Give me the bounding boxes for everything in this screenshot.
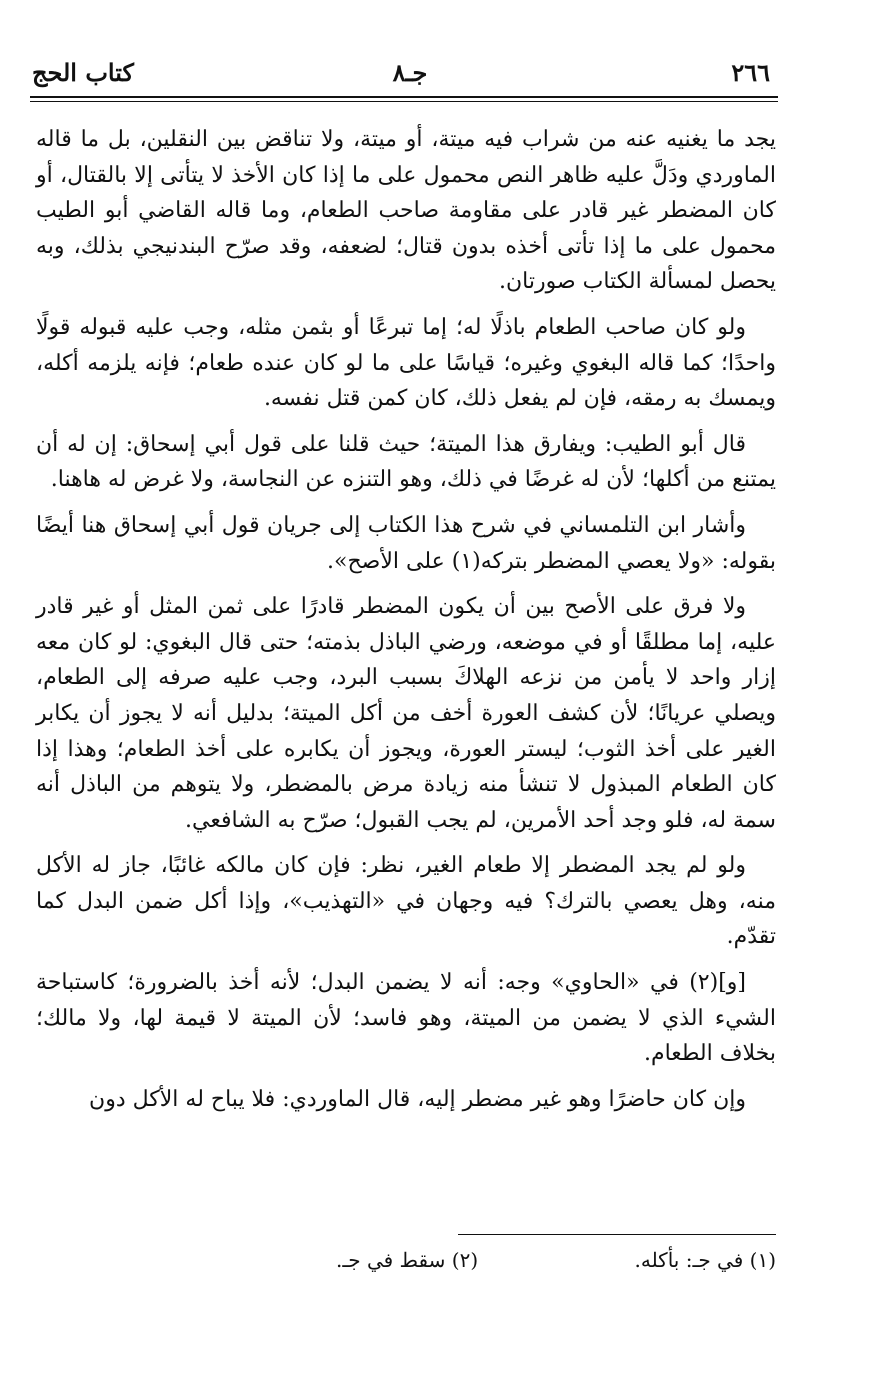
footnote: (١) في جـ: بأكله.: [634, 1248, 776, 1272]
header-rule-thin: [30, 101, 778, 102]
paragraph: ولو كان صاحب الطعام باذلًا له؛ إما تبرعًا أو بثمن مثله، وجب عليه قبوله قولًا واحدًا؛ كما قاله البغوي وغيره؛ قياسًا على ما لو كان عنده طعام؛ فإنه يلزمه أكله، ويمسك به رمقه، فإن لم يفعل ذلك، كان كمن قتل نفسه.: [36, 314, 776, 412]
paragraph: ولو لم يجد المضطر إلا طعام الغير، نظر: فإن كان مالكه غائبًا، جاز له الأكل منه، وهل يعصي بالترك؟ فيه وجهان في «التهذيب»، وإذا أكل ضمن البدل كما تقدّم.: [36, 853, 776, 950]
paragraph: وأشار ابن التلمساني في شرح هذا الكتاب إلى جريان قول أبي إسحاق هنا أيضًا بقوله: «ولا يعصي المضطر بتركه(١) على الأصح».: [36, 512, 776, 574]
page-number: ٢٦٦: [731, 58, 770, 87]
paragraph: يجد ما يغنيه عنه من شراب فيه ميتة، أو ميتة، ولا تناقض بين النقلين، بل ما قاله الماوردي ودَلَّ عليه ظاهر النص محمول على ما إذا كان الأخذ لا يتأتى إلا بالقتال، أو كان المضطر غير قادر على مقاومة صاحب الطعام، وما قاله القاضي أبو الطيب محمول على ما إذا تأتى أخذه بدون قتال؛ لضعفه، وقد صرّح البندنيجي بذلك، وبه يحصل لمسألة الكتاب صورتان.: [36, 127, 776, 295]
footnote: (٢) سقط في جـ.: [336, 1248, 479, 1272]
volume-label: جـ٨: [392, 58, 428, 87]
paragraph: وإن كان حاضرًا وهو غير مضطر إليه، قال الماوردي: فلا يباح له الأكل دون: [89, 1086, 746, 1112]
paragraph: ولا فرق على الأصح بين أن يكون المضطر قادرًا على ثمن المثل أو غير قادر عليه، إما مطلقًا أو في موضعه، ورضي الباذل بذمته؛ حتى قال البغوي: لو كان معه إزار واحد لا يأمن من نزعه الهلاكَ بسبب البرد، وجب عليه صرفه إلى الطعام، ويصلي عريانًا؛ لأن كشف العورة أخف من أكل الميتة؛ بدليل أنه لا يجوز أن يكابر الغير على أخذ الثوب؛ ليستر العورة، ويجوز أن يكابره على أخذ الطعام؛ وهذا إذا كان الطعام المبذول لا تنشأ منه زيادة مرض بالمضطر، ولا يتوهم من الباذل أنه سمة له، فلو وجد أحد الأمرين، لم يجب القبول؛ صرّح به الشافعي.: [36, 594, 776, 833]
footnotes: [36, 1245, 776, 1275]
header-rule-thick: [30, 96, 778, 98]
paragraph: [و](٢) في «الحاوي» وجه: أنه لا يضمن البدل؛ لأنه أخذ بالضرورة؛ كاستباحة الشيء الذي لا يضمن من الميتة، وهو فاسد؛ لأن الميتة لا قيمة لها، ولا مالك؛ بخلاف الطعام.: [36, 970, 776, 1067]
paragraph: قال أبو الطيب: ويفارق هذا الميتة؛ حيث قلنا على قول أبي إسحاق: إن له أن يمتنع من أكلها؛ لأن له غرضًا في ذلك، وهو التنزه عن النجاسة، ولا غرض له هاهنا.: [36, 431, 776, 493]
footnote-separator: [458, 1234, 776, 1235]
book-title: كتاب الحج: [32, 58, 134, 87]
body-text: [36, 122, 776, 1127]
page-header: [30, 58, 780, 98]
